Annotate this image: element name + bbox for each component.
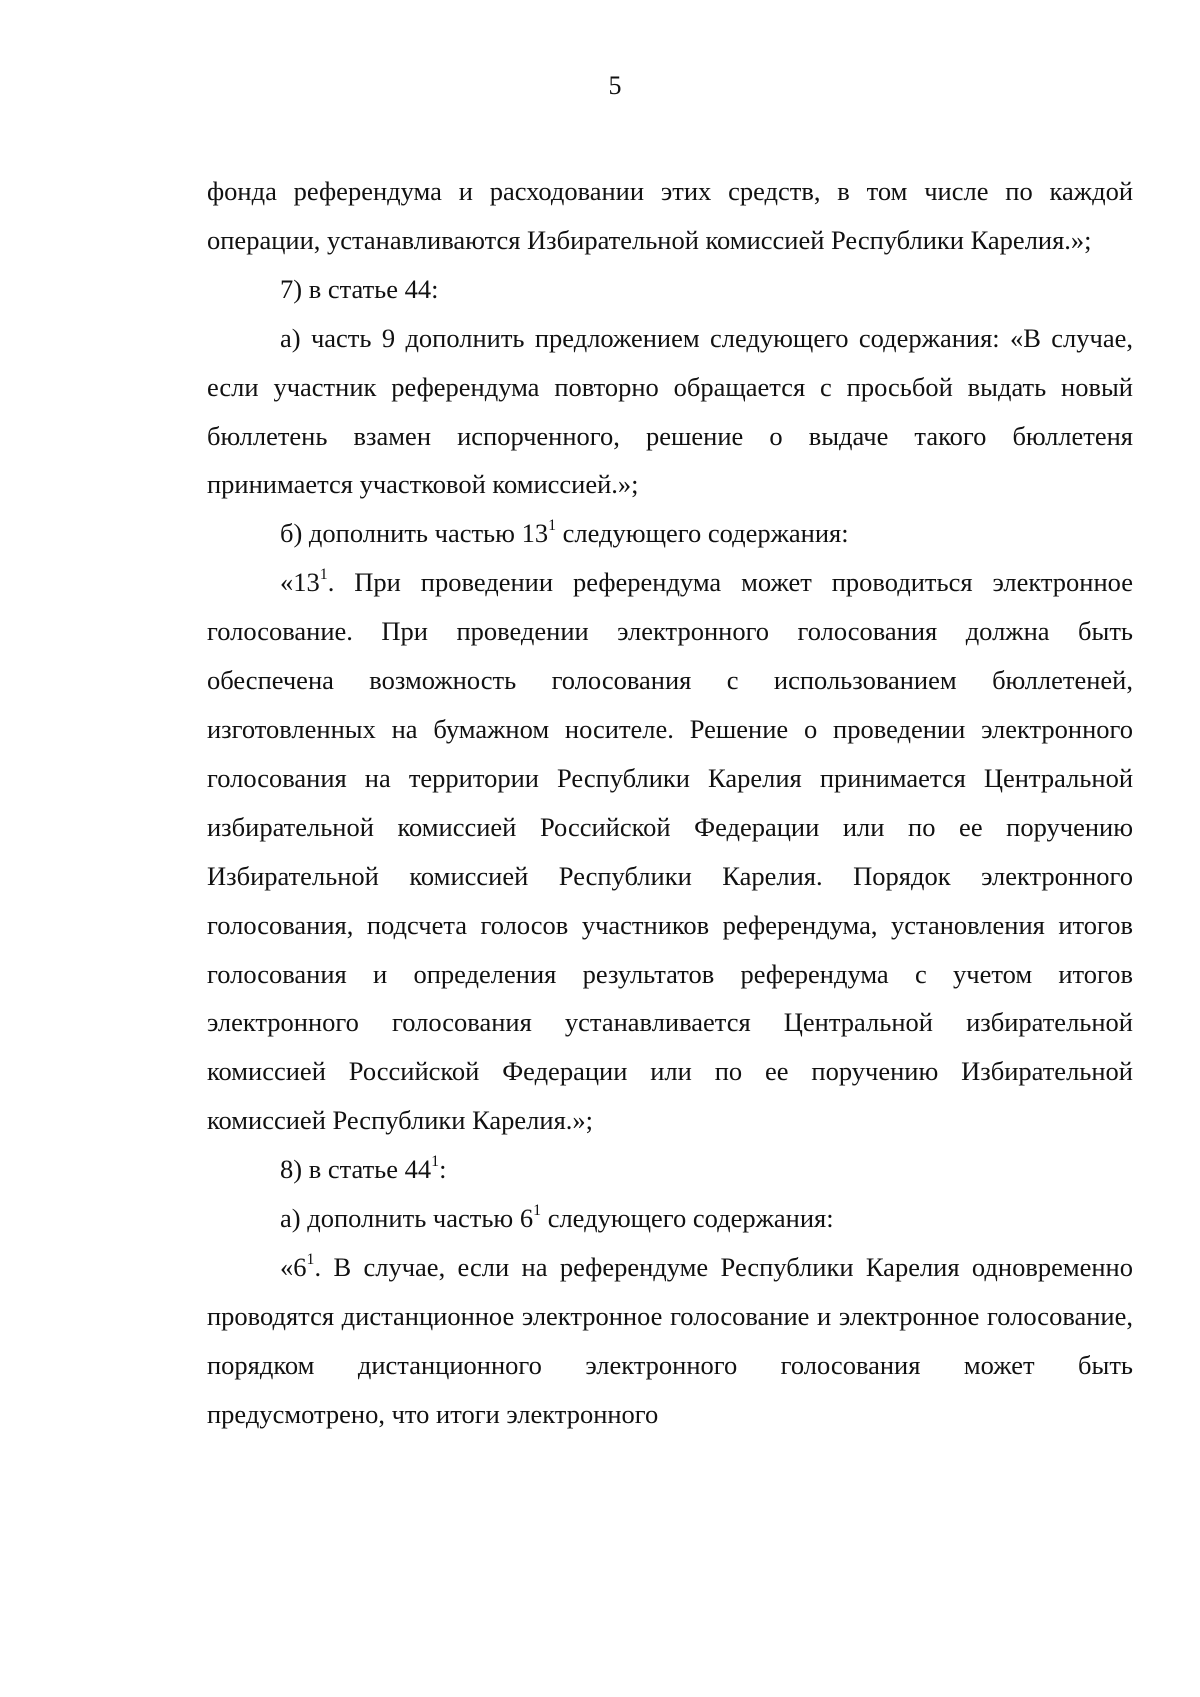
paragraph-fund-continuation: фонда референдума и расходовании этих средств, в том числе по каждой операции, устанавливаются Избирательной комиссией Республики Карелия.»;: [207, 176, 1133, 255]
paragraph-text-before: 8) в статье 44: [280, 1154, 432, 1185]
paragraph-item-7b: [207, 509, 1133, 558]
paragraph-text-before: «6: [280, 1251, 307, 1282]
superscript: 1: [548, 517, 557, 535]
paragraph-part-13-1: [207, 558, 1133, 1145]
document-body: [207, 167, 1133, 1439]
paragraph-text-before: а) дополнить частью 6: [280, 1203, 534, 1234]
paragraph-text-before: «13: [280, 567, 320, 598]
paragraph-text-after: :: [439, 1154, 447, 1185]
page-number: 5: [608, 71, 622, 100]
superscript: 1: [319, 566, 328, 584]
paragraph-item-7: 7) в статье 44:: [280, 273, 439, 304]
paragraph-part-6-1: [207, 1243, 1133, 1439]
paragraph-text-after: следующего содержания:: [541, 1203, 834, 1234]
paragraph-text-after: следующего содержания:: [556, 518, 849, 549]
paragraph-text-after: . В случае, если на референдуме Республики Карелия одновременно проводятся дистанционное электронное голосование и электронное голосование, порядком дистанционного электронного голосования может быть предусмотрено, что итоги электронного: [207, 1251, 1133, 1429]
superscript: 1: [533, 1202, 542, 1220]
superscript: 1: [431, 1153, 440, 1171]
paragraph-text-after: . При проведении референдума может проводиться электронное голосование. При проведении электронного голосования должна быть обеспечена возможность голосования с использованием бюллетеней, изготовленных на бумажном носителе. Решение о проведении электронного голосования на территории Республики Карелия принимается Центральной избирательной комиссией Российской Федерации или по ее поручению Избирательной комиссией Республики Карелия. Порядок электронного голосования, подсчета голосов участников референдума, установления итогов голосования и определения результатов референдума с учетом итогов электронного голосования устанавливается Центральной избирательной комиссией Российской Федерации или по ее поручению Избирательной комиссией Республики Карелия.»;: [207, 567, 1133, 1136]
superscript: 1: [306, 1251, 315, 1269]
paragraph-item-7a: а) часть 9 дополнить предложением следующего содержания: «В случае, если участник референдума повторно обращается с просьбой выдать новый бюллетень взамен испорченного, решение о выдаче такого бюллетеня принимается участковой комиссией.»;: [207, 322, 1133, 500]
paragraph-item-8a: [207, 1194, 1133, 1243]
paragraph-item-8: [207, 1145, 1133, 1194]
paragraph-text-before: б) дополнить частью 13: [280, 518, 549, 549]
